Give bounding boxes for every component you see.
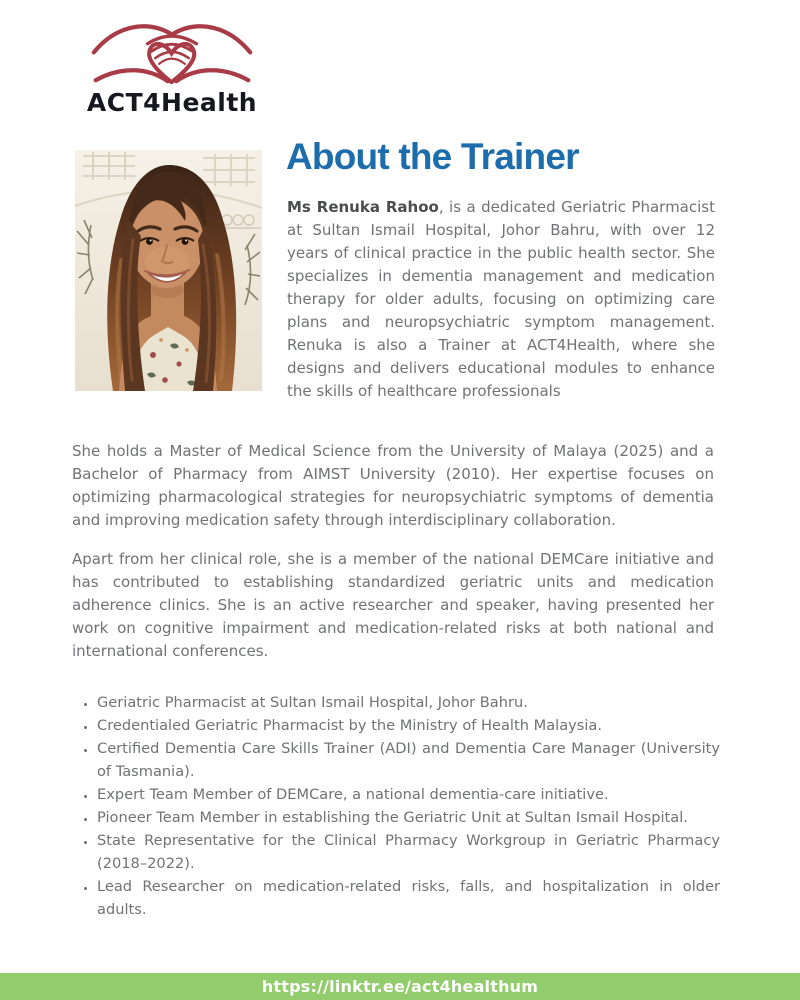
education-paragraph: She holds a Master of Medical Science from the University of Malaya (2025) and a Bachelor of Pharmacy from AIMST University (2010). Her expertise focuses on optimizing pharmacological strategies for neuropsychiatric symptoms of dementia and improving medication safety through interdisciplinary collaboration. [72,442,714,529]
hands-heart-logo-icon [86,14,258,86]
list-item: • Lead Researcher on medication-related risks, falls, and hospitalization in older adults. [97,875,720,921]
page-title: About the Trainer [286,136,579,177]
footer-link[interactable]: https://linktr.ee/act4healthum [261,977,539,996]
logo-text: ACT4Health [86,88,258,117]
act4health-logo [82,14,262,117]
list-item: • State Representative for the Clinical Pharmacy Workgroup in Geriatric Pharmacy (2018–2022). [97,829,720,875]
list-item: • Pioneer Team Member in establishing the Geriatric Unit at Sultan Ismail Hospital. [97,806,720,829]
list-item: • Geriatric Pharmacist at Sultan Ismail Hospital, Johor Bahru. [97,691,720,714]
list-item: • Expert Team Member of DEMCare, a national dementia-care initiative. [97,783,720,806]
trainer-name: Ms Renuka Rahoo [287,198,439,216]
list-item: • Credentialed Geriatric Pharmacist by the Ministry of Health Malaysia. [97,714,720,737]
footer-bar [0,973,800,1000]
experience-paragraph: Apart from her clinical role, she is a member of the national DEMCare initiative and has contributed to establishing standardized geriatric units and medication adherence clinics. She is an active researcher and speaker, having presented her work on cognitive impairment and medication-related risks at both national and international conferences. [72,550,714,660]
intro-paragraph [287,196,715,403]
list-item: • Certified Dementia Care Skills Trainer (ADI) and Dementia Care Manager (University of Tasmania). [97,737,720,783]
credentials-list [72,691,720,921]
intro-paragraph-text: , is a dedicated Geriatric Pharmacist at Sultan Ismail Hospital, Johor Bahru, with over 12 years of clinical practice in the public health sector. She specializes in dementia management and medication therapy for older adults, focusing on optimizing care plans and neuropsychiatric symptom management. Renuka is also a Trainer at ACT4Health, where she designs and delivers educational modules to enhance the skills of healthcare professionals [287,198,715,400]
portrait-illustration [75,150,262,391]
trainer-photo [75,150,262,391]
